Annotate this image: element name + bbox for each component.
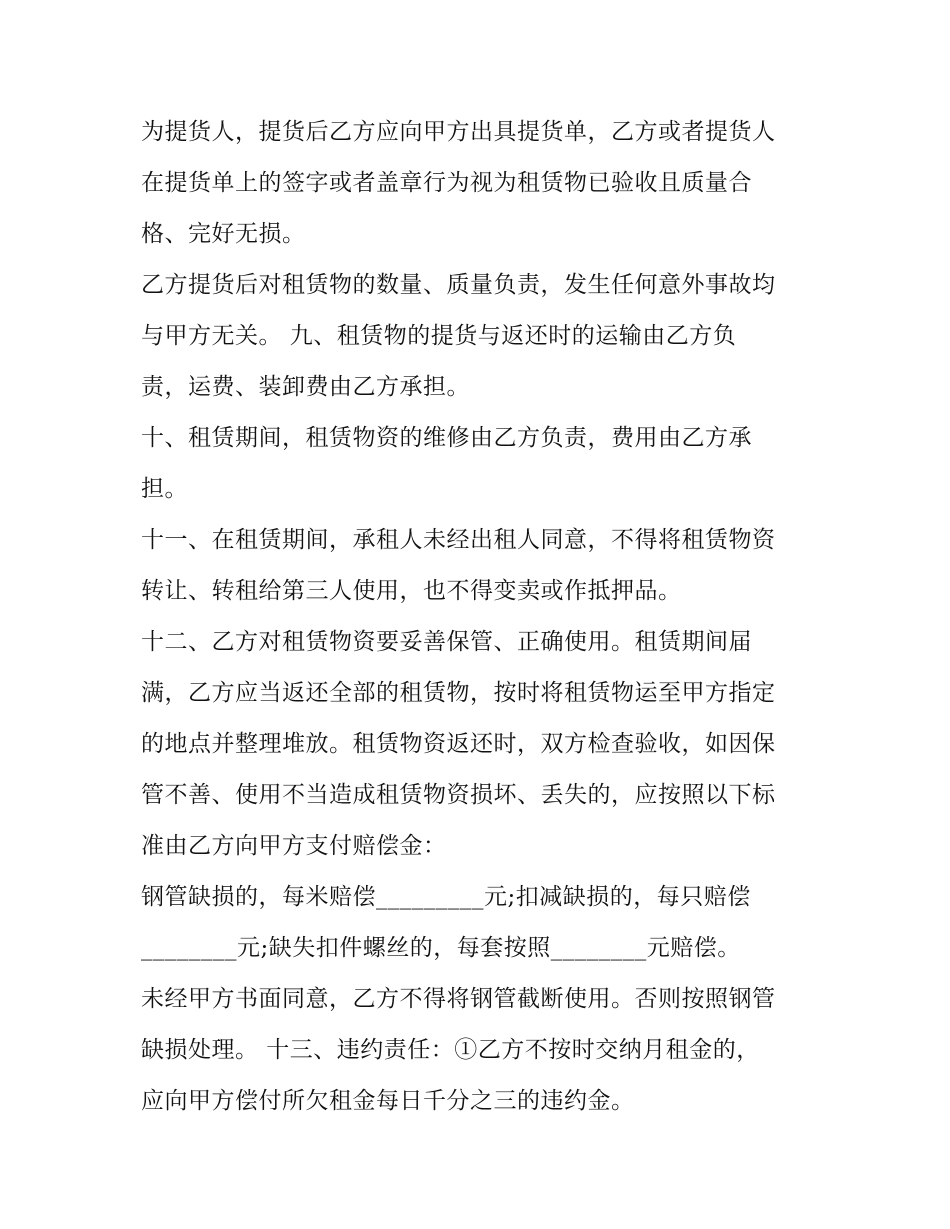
text-line-10: 转让、转租给第三人使用，也不得变卖或作抵押品。 [141,578,682,604]
text-line-19: 缺损处理。 十三、违约责任：①乙方不按时交纳月租金的， [141,1037,760,1063]
text-line-11: 十二、乙方对租赁物资要妥善保管、正确使用。租赁期间届 [141,629,752,655]
contract-body-text [141,107,816,1127]
text-line-16: 钢管缺损的，每米赔偿_________元;扣减缺损的，每只赔偿 [141,884,751,910]
text-line-13: 的地点并整理堆放。租赁物资返还时，双方检查验收，如因保 [141,731,776,757]
text-line-20: 应向甲方偿付所欠租金每日千分之三的违约金。 [141,1088,635,1114]
text-line-17: ________元;缺失扣件螺丝的，每套按照________元赔偿。 [141,935,741,961]
text-line-2: 在提货单上的签字或者盖章行为视为租赁物已验收且质量合 [141,170,752,196]
text-line-15: 准由乙方向甲方支付赔偿金： [141,833,447,859]
text-line-3: 格、完好无损。 [141,221,306,247]
text-line-6: 责，运费、装卸费由乙方承担。 [141,374,470,400]
text-line-14: 管不善、使用不当造成租赁物资损坏、丢失的，应按照以下标 [141,782,776,808]
text-line-7: 十、租赁期间，租赁物资的维修由乙方负责，费用由乙方承 [141,425,752,451]
text-line-4: 乙方提货后对租赁物的数量、质量负责，发生任何意外事故均 [141,272,776,298]
text-line-12: 满，乙方应当返还全部的租赁物，按时将租赁物运至甲方指定 [141,680,776,706]
text-line-9: 十一、在租赁期间，承租人未经出租人同意，不得将租赁物资 [141,527,776,553]
text-line-8: 担。 [141,476,188,502]
text-line-18: 未经甲方书面同意，乙方不得将钢管截断使用。否则按照钢管 [141,986,776,1012]
text-line-5: 与甲方无关。 九、租赁物的提货与返还时的运输由乙方负 [141,323,737,349]
text-line-1: 为提货人，提货后乙方应向甲方出具提货单，乙方或者提货人 [141,119,776,145]
